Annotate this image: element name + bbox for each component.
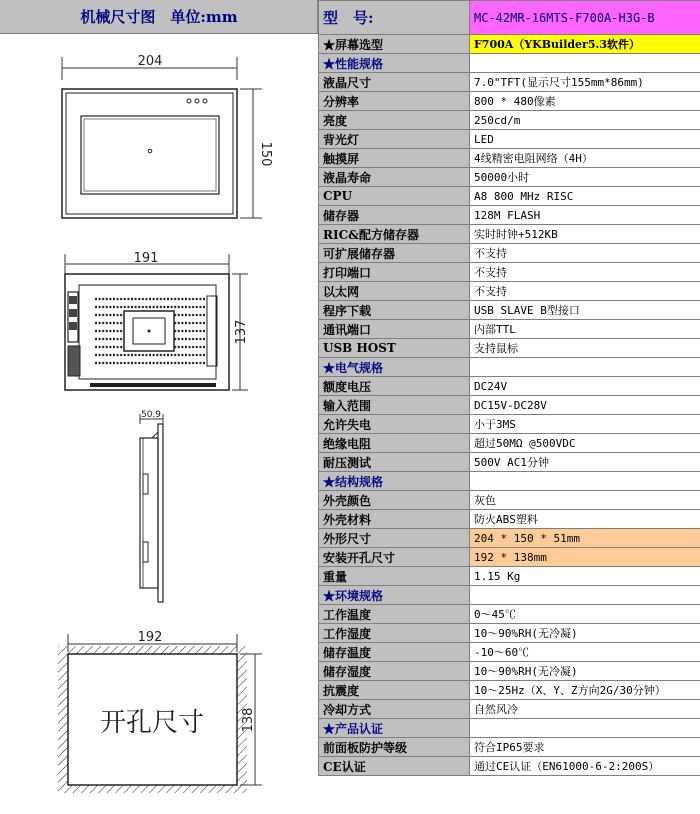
spec-value	[470, 472, 700, 491]
spec-row	[319, 510, 700, 529]
cutout-height-dim: 138	[241, 707, 256, 733]
back-height-dim: 137	[234, 319, 249, 345]
spec-table	[318, 0, 700, 776]
spec-value: 支持鼠标	[470, 339, 700, 358]
section-title: ★性能规格	[319, 54, 470, 73]
spec-row	[319, 168, 700, 187]
spec-label: 前面板防护等级	[319, 738, 470, 757]
spec-label: 工作湿度	[319, 624, 470, 643]
spec-value: 不支持	[470, 263, 700, 282]
spec-value: 灰色	[470, 491, 700, 510]
spec-row	[319, 567, 700, 586]
section-row	[319, 586, 700, 605]
spec-row	[319, 396, 700, 415]
model-value: MC-42MR-16MTS-F700A-H3G-B	[470, 1, 700, 35]
spec-row	[319, 206, 700, 225]
spec-label: 输入范围	[319, 396, 470, 415]
spec-label: 打印端口	[319, 263, 470, 282]
spec-row	[319, 738, 700, 757]
front-screen	[81, 116, 219, 194]
spec-value: 250cd/m	[470, 111, 700, 130]
spec-row	[319, 491, 700, 510]
spec-label: 触摸屏	[319, 149, 470, 168]
spec-value: 500V AC1分钟	[470, 453, 700, 472]
spec-label: 绝缘电阻	[319, 434, 470, 453]
spec-label: 安装开孔尺寸	[319, 548, 470, 567]
spec-value: 通过CE认证（EN61000-6-2:200S）	[470, 757, 700, 776]
spec-label: 亮度	[319, 111, 470, 130]
back-view	[65, 251, 249, 390]
spec-label: 冷却方式	[319, 700, 470, 719]
section-row	[319, 719, 700, 738]
section-row	[319, 54, 700, 73]
spec-label: 分辨率	[319, 92, 470, 111]
spec-value: LED	[470, 130, 700, 149]
spec-value: 10～90%RH(无冷凝)	[470, 662, 700, 681]
spec-value: DC15V-DC28V	[470, 396, 700, 415]
spec-value: 204 * 150 * 51mm	[470, 529, 700, 548]
side-view	[140, 410, 163, 602]
spec-label: ★屏幕选型	[319, 35, 470, 54]
section-title: ★环境规格	[319, 586, 470, 605]
spec-value	[470, 54, 700, 73]
spec-value: 4线精密电阻网络（4H）	[470, 149, 700, 168]
spec-row	[319, 662, 700, 681]
spec-value	[470, 358, 700, 377]
spec-row	[319, 643, 700, 662]
spec-value: 10～25Hz（X、Y、Z方向2G/30分钟）	[470, 681, 700, 700]
spec-value: 128M FLASH	[470, 206, 700, 225]
spec-label: CPU	[319, 187, 470, 206]
spec-row	[319, 187, 700, 206]
side-bezel	[158, 424, 163, 602]
model-label: 型 号:	[319, 1, 470, 35]
spec-row	[319, 415, 700, 434]
spec-label: 耐压测试	[319, 453, 470, 472]
side-depth-dim: 50.9	[140, 410, 162, 420]
spec-value: F700A（YKBuilder5.3软件）	[470, 35, 700, 54]
spec-value: 800 * 480像素	[470, 92, 700, 111]
front-view	[62, 54, 273, 218]
back-terminal	[68, 346, 80, 376]
spec-value: 192 * 138mm	[470, 548, 700, 567]
spec-row	[319, 434, 700, 453]
spec-label: 液晶寿命	[319, 168, 470, 187]
front-logo-mark	[148, 149, 152, 153]
spec-label: 允许失电	[319, 415, 470, 434]
spec-row	[319, 282, 700, 301]
spec-value: 7.0"TFT(显示尺寸155mm*86mm)	[470, 73, 700, 92]
spec-label: 以太网	[319, 282, 470, 301]
spec-label: USB HOST	[319, 339, 470, 358]
spec-row	[319, 681, 700, 700]
spec-label: 外形尺寸	[319, 529, 470, 548]
spec-row	[319, 757, 700, 776]
spec-value: 内部TTL	[470, 320, 700, 339]
spec-value: 1.15 Kg	[470, 567, 700, 586]
section-title: ★电气规格	[319, 358, 470, 377]
spec-value: -10～60℃	[470, 643, 700, 662]
spec-value: 0～45℃	[470, 605, 700, 624]
spec-value: 不支持	[470, 244, 700, 263]
front-width-dim: 204	[137, 54, 163, 69]
spec-label: 通讯端口	[319, 320, 470, 339]
spec-row	[319, 149, 700, 168]
back-width-dim: 191	[133, 251, 159, 266]
spec-value: 防火ABS塑料	[470, 510, 700, 529]
spec-label: 外壳材料	[319, 510, 470, 529]
spec-label: 重量	[319, 567, 470, 586]
spec-label: 工作温度	[319, 605, 470, 624]
spec-value: 符合IP65要求	[470, 738, 700, 757]
spec-row	[319, 301, 700, 320]
spec-value: 实时时钟+512KB	[470, 225, 700, 244]
spec-label: 外壳颜色	[319, 491, 470, 510]
spec-row	[319, 320, 700, 339]
spec-row	[319, 548, 700, 567]
spec-row	[319, 225, 700, 244]
spec-value	[470, 586, 700, 605]
spec-label: 可扩展储存器	[319, 244, 470, 263]
cutout-view	[58, 630, 262, 793]
section-row	[319, 472, 700, 491]
spec-value: A8 800 MHz RISC	[470, 187, 700, 206]
front-height-dim: 150	[258, 141, 273, 167]
spec-row	[319, 244, 700, 263]
spec-label: 背光灯	[319, 130, 470, 149]
spec-label: 程序下载	[319, 301, 470, 320]
spec-row	[319, 700, 700, 719]
spec-label: RIC&配方储存器	[319, 225, 470, 244]
spec-row	[319, 529, 700, 548]
spec-row	[319, 130, 700, 149]
spec-row	[319, 35, 700, 54]
spec-label: 抗震度	[319, 681, 470, 700]
spec-row	[319, 377, 700, 396]
spec-label: 储存器	[319, 206, 470, 225]
spec-label: 储存温度	[319, 643, 470, 662]
spec-value: 不支持	[470, 282, 700, 301]
spec-row	[319, 73, 700, 92]
spec-value: 50000小时	[470, 168, 700, 187]
model-row	[319, 1, 700, 35]
spec-label: 额度电压	[319, 377, 470, 396]
spec-row	[319, 453, 700, 472]
spec-row	[319, 111, 700, 130]
spec-value: 超过50MΩ @500VDC	[470, 434, 700, 453]
spec-row	[319, 605, 700, 624]
spec-row	[319, 92, 700, 111]
section-row	[319, 358, 700, 377]
drawings-svg	[0, 34, 318, 814]
spec-row	[319, 624, 700, 643]
cutout-width-dim: 192	[137, 630, 163, 645]
drawing-header	[0, 0, 318, 34]
spec-value: USB SLAVE B型接口	[470, 301, 700, 320]
spec-value: 小于3MS	[470, 415, 700, 434]
spec-label: CE认证	[319, 757, 470, 776]
spec-row	[319, 263, 700, 282]
spec-value: 自然风冷	[470, 700, 700, 719]
drawing-title: 机械尺寸图 单位:mm	[80, 8, 238, 26]
spec-value	[470, 719, 700, 738]
spec-label: 液晶尺寸	[319, 73, 470, 92]
spec-value: 10～90%RH(无冷凝)	[470, 624, 700, 643]
spec-label: 储存湿度	[319, 662, 470, 681]
front-bezel	[62, 89, 237, 218]
spec-row	[319, 339, 700, 358]
section-title: ★产品认证	[319, 719, 470, 738]
dimension-drawings	[0, 34, 318, 814]
section-title: ★结构规格	[319, 472, 470, 491]
cutout-label: 开孔尺寸	[99, 708, 205, 738]
spec-value: DC24V	[470, 377, 700, 396]
